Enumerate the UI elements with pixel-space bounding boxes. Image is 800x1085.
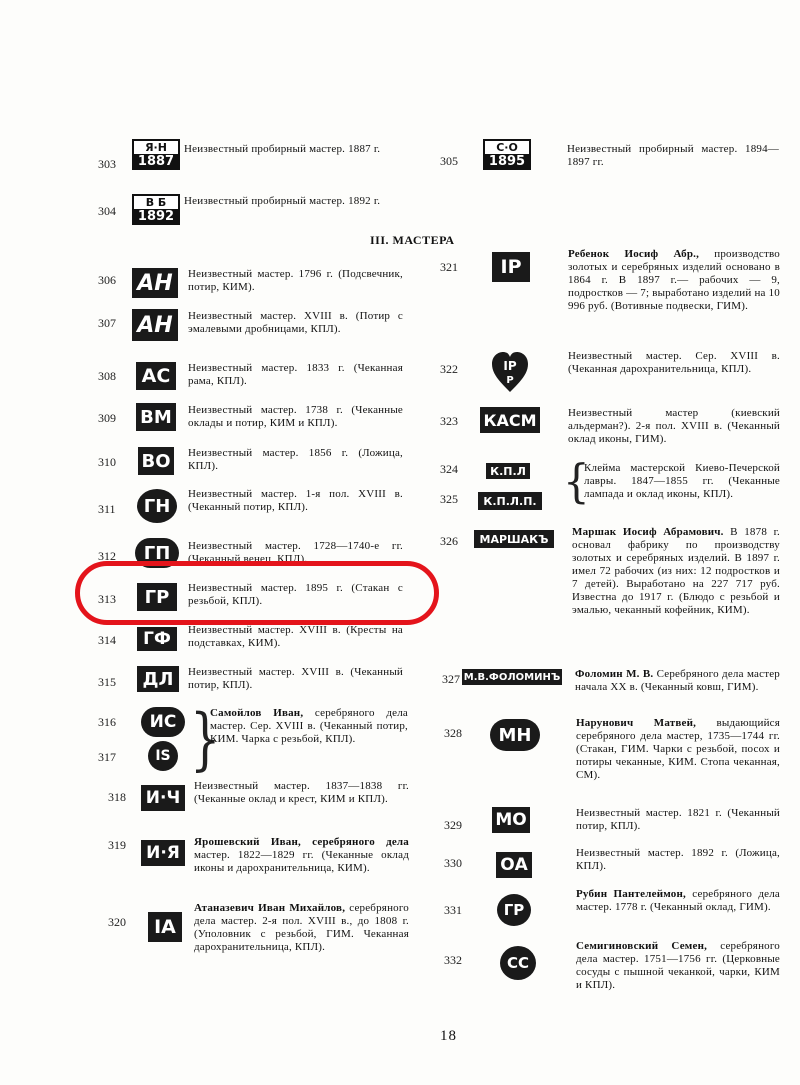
entry-number: 329 xyxy=(444,818,462,832)
hallmark: ГР xyxy=(497,894,531,926)
entry-number: 330 xyxy=(444,856,462,870)
entry-text xyxy=(575,668,780,694)
entry-number: 327 xyxy=(442,672,460,686)
entry-number: 324 xyxy=(440,462,458,476)
master-name: Семигиновский Семен, xyxy=(576,940,708,952)
master-name: Ярошевский Иван, серебряного дела xyxy=(194,836,409,848)
entry-number: 311 xyxy=(98,502,116,516)
entry-text: Неизвестный мастер. 1-я пол. XVIII в. (Чеканный потир, КПЛ). xyxy=(188,488,403,513)
entry-number: 315 xyxy=(98,675,116,689)
hallmark: ГН xyxy=(137,489,177,523)
entry-text: Неизвестный мастер. XVIII в. (Чеканный потир, КПЛ). xyxy=(188,666,403,691)
entry-number: 319 xyxy=(108,838,126,852)
hallmark-top: С·О xyxy=(483,139,531,154)
entry-number: 332 xyxy=(444,953,462,967)
entry-description: серебряного дела мастер. 1778 г. (Чеканный оклад, ГИМ). xyxy=(576,888,780,913)
entry-number: 310 xyxy=(98,455,116,469)
master-name: Ребенок Иосиф Абр., xyxy=(568,248,700,260)
entry-text: Неизвестный мастер. 1796 г. (Подсвечник, потир, КИМ). xyxy=(188,268,403,293)
entry-text: Неизвестный мастер. 1856 г. (Ложица, КПЛ). xyxy=(188,447,403,472)
hallmark: И·Ч xyxy=(141,785,185,811)
svg-text:IP: IP xyxy=(503,359,517,373)
entry-text: Неизвестный мастер. 1833 г. (Чеканная рама, КПЛ). xyxy=(188,362,403,387)
entry-text: Неизвестный пробирный мастер. 1887 г. xyxy=(184,143,381,155)
hallmark: ДЛ xyxy=(137,666,179,692)
entry-number: 308 xyxy=(98,369,116,383)
entry-text: Неизвестный мастер. 1821 г. (Чеканный потир, КПЛ). xyxy=(576,807,780,832)
hallmark: ГР xyxy=(137,583,177,611)
hallmark-year: 1895 xyxy=(483,154,531,170)
hallmark: МН xyxy=(490,719,540,751)
master-name: Фоломин М. В. xyxy=(575,668,654,680)
hallmark: ВО xyxy=(138,447,174,475)
hallmark: IS xyxy=(148,741,178,771)
red-highlight-ellipse xyxy=(75,561,439,625)
entry-number: 307 xyxy=(98,316,116,330)
entry-number: 306 xyxy=(98,273,116,287)
hallmark xyxy=(483,135,531,173)
entry-text: Неизвестный мастер. Сер. XVIII в. (Чеканная дарохранительница, КПЛ). xyxy=(568,350,780,375)
entry-number: 318 xyxy=(108,790,126,804)
entry-text: Неизвестный мастер. XVIII в. (Потир с эмалевыми дробницами, КПЛ). xyxy=(188,310,403,335)
hallmark: ГП xyxy=(135,538,179,568)
entry-text: Неизвестный мастер (киевский альдерман?). 2-я пол. XVIII в. (Чеканный оклад иконы, ГИМ). xyxy=(568,407,780,445)
entry-number: 303 xyxy=(98,157,116,171)
entry-text: Неизвестный мастер. 1892 г. (Ложица, КПЛ). xyxy=(576,847,780,872)
entry-description: серебряного дела мастер. 2-я пол. XVIII в., до 1808 г. (Уполовник с резьбой, ГИМ. Чеканная дарохранительница, КПЛ). xyxy=(194,902,409,953)
hallmark xyxy=(132,135,180,173)
entry-description: производство золотых и серебряных изделий основано в 1864 г. В 1897 г.— рабочих — 9, подростков — 7; выработано изделий на 10 996 руб. (Вотивные подвески, ГИМ). xyxy=(568,248,780,312)
entry-number: 314 xyxy=(98,633,116,647)
left-brace: { xyxy=(563,453,590,508)
hallmark: К.П.Л.П. xyxy=(478,492,542,510)
page-number: 18 xyxy=(440,1028,457,1044)
hallmark: АС xyxy=(136,362,176,390)
hallmark: ВМ xyxy=(136,403,176,431)
entry-text xyxy=(194,836,409,875)
entry-text: Неизвестный мастер. 1895 г. (Стакан с резьбой, КПЛ). xyxy=(188,582,403,607)
entry-number: 328 xyxy=(444,726,462,740)
entry-text: Неизвестный мастер. 1738 г. (Чеканные оклады и потир, КИМ и КПЛ). xyxy=(188,404,403,429)
hallmark: МАРШАКЪ xyxy=(474,530,554,548)
entry-number: 309 xyxy=(98,411,116,425)
entry-text xyxy=(194,902,409,954)
heart-hallmark xyxy=(490,350,530,394)
entry-text: Неизвестный пробирный мастер. 1892 г. xyxy=(184,195,381,207)
entry-text xyxy=(576,717,780,782)
entry-number: 313 xyxy=(98,592,116,606)
hallmark: IP xyxy=(492,252,530,282)
entry-text xyxy=(572,526,780,617)
entry-description: мастер. 1822—1829 гг. (Чеканные оклад иконы и дарохранительница, КИМ). xyxy=(194,849,409,874)
entry-text: Клейма мастерской Киево-Печерской лавры. 1847—1855 гг. (Чеканные лампада и оклад иконы, КПЛ). xyxy=(584,462,780,500)
entry-number: 325 xyxy=(440,492,458,506)
entry-text: Неизвестный мастер. 1837—1838 гг. (Чеканные оклад и крест, КИМ и КПЛ). xyxy=(194,780,409,805)
hallmark: ОА xyxy=(496,852,532,878)
entry-description: Серебряного дела мастер начала XX в. (Чеканный ковш, ГИМ). xyxy=(575,668,780,693)
entry-description: серебряного дела мастер. 1751—1756 гг. (Церковные сосуды с пышной чеканкой, чарки, КИМ и КПЛ). xyxy=(576,940,780,991)
hallmark: И·Я xyxy=(141,840,185,866)
entry-number: 321 xyxy=(440,260,458,274)
entry-description: серебряного дела мастер. Сер. XVIII в. (Чеканный потир, КИМ. Чарка с резьбой, КПЛ). xyxy=(210,707,408,745)
entry-number: 320 xyxy=(108,915,126,929)
entry-number: 317 xyxy=(98,750,116,764)
entry-text xyxy=(210,707,408,746)
entry-number: 312 xyxy=(98,549,116,563)
hallmark-year: 1887 xyxy=(132,154,180,170)
entry-description: выдающийся серебряного дела мастер, 1735—1744 гг. (Стакан, ГИМ. Чарки с резьбой, посох и потиры чеканные, КИМ. Стопа чеканная, СМ). xyxy=(576,717,780,781)
entry-text: Неизвестный пробирный мастер. 1894—1897 гг. xyxy=(567,143,779,168)
hallmark: IA xyxy=(148,912,182,942)
hallmark: КАСМ xyxy=(480,407,540,433)
svg-text:P: P xyxy=(506,375,514,386)
entry-number: 331 xyxy=(444,903,462,917)
hallmark: АН xyxy=(132,309,178,341)
entry-text xyxy=(576,888,780,914)
entry-number: 305 xyxy=(440,154,458,168)
hallmark-top: Я·Н xyxy=(132,139,180,154)
master-name: Атаназевич Иван Михайлов, xyxy=(194,902,346,914)
hallmark-top: В Б xyxy=(132,194,180,209)
hallmark: ГФ xyxy=(137,627,177,651)
hallmark: М.В.ФОЛОМИНЪ xyxy=(462,669,562,685)
hallmark: АН xyxy=(132,268,178,298)
master-name: Рубин Пантелеймон, xyxy=(576,888,686,900)
entry-text xyxy=(568,248,780,313)
hallmark: СС xyxy=(500,946,536,980)
entry-description: В 1878 г. основал фабрику по производству золотых и серебряных изделий. В 1897 г. имел 72 рабочих (из них: 12 подростков и 7 детей). Выработано на 227 717 руб. Известна до 1917 г. (Блюдо с резьбой и эмалью, чеканный кофейник, КИМ). xyxy=(572,526,780,616)
master-name: Нарунович Матвей, xyxy=(576,717,697,729)
hallmark: ИС xyxy=(141,707,185,737)
entry-text: Неизвестный мастер. 1728—1740-е гг. (Чеканный венец, КПЛ). xyxy=(188,540,403,565)
entry-number: 322 xyxy=(440,362,458,376)
entry-number: 316 xyxy=(98,715,116,729)
right-brace: } xyxy=(190,700,221,779)
hallmark: К.П.Л xyxy=(486,463,530,479)
section-heading: III. МАСТЕРА xyxy=(370,233,455,247)
entry-text: Неизвестный мастер. XVIII в. (Кресты на подставках, КИМ). xyxy=(188,624,403,649)
hallmark: МО xyxy=(492,807,530,833)
master-name: Самойлов Иван, xyxy=(210,707,304,719)
entry-number: 304 xyxy=(98,204,116,218)
entry-text xyxy=(576,940,780,992)
hallmark xyxy=(132,190,180,228)
entry-number: 323 xyxy=(440,414,458,428)
master-name: Маршак Иосиф Абрамович. xyxy=(572,526,724,538)
hallmark-year: 1892 xyxy=(132,209,180,225)
entry-number: 326 xyxy=(440,534,458,548)
